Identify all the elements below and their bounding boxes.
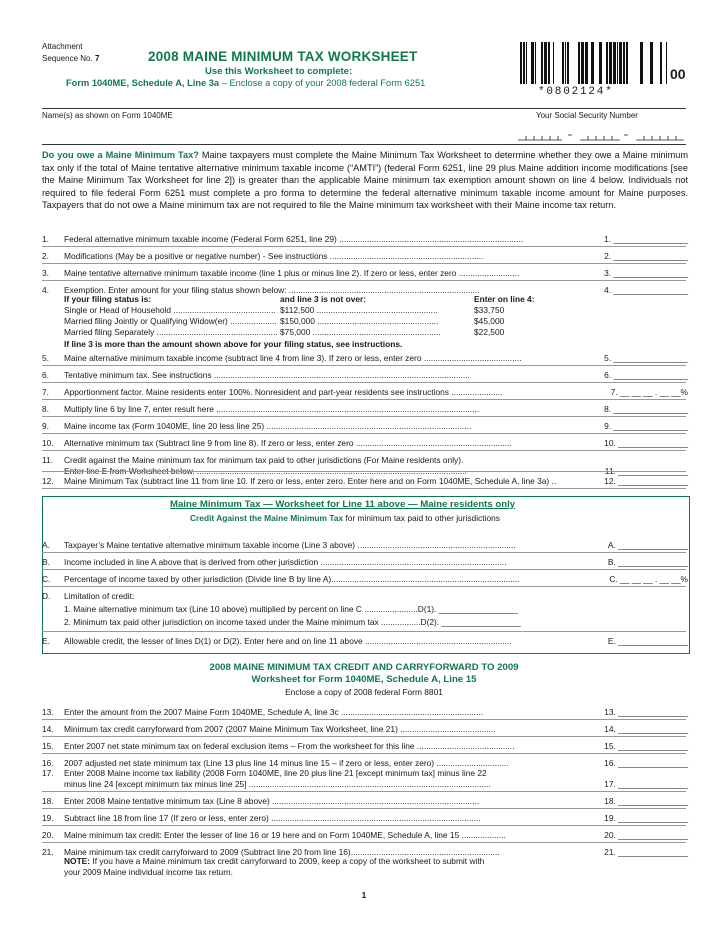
row-separator	[42, 450, 686, 451]
line-entry[interactable]: 10. _______________	[604, 438, 688, 448]
line-number: 4.	[42, 285, 49, 295]
row-separator	[42, 719, 686, 720]
line-text: Income included in line A above that is derived from other jurisdiction ................................................................................	[64, 557, 507, 567]
intro-lead: Do you owe a Maine Minimum Tax?	[42, 150, 199, 160]
line-entry[interactable]: B. _______________	[607, 557, 688, 567]
line-text: Allowable credit, the lesser of lines D(1) or D(2). Enter here and on line 11 above ...............................................................	[64, 636, 512, 646]
worksheet-subtitle-rest: for minimum tax paid to other jurisdictions	[343, 513, 500, 523]
row-separator	[42, 471, 686, 472]
line-entry[interactable]: 14. _______________	[604, 724, 688, 734]
line-text: Maine minimum tax credit carryforward to 2009 (Subtract line 20 from line 16)................................................................	[64, 847, 500, 857]
line-entry[interactable]: 17. _______________	[604, 779, 688, 789]
line-text: Maine Minimum Tax (subtract line 11 from line 10. If zero or less, enter zero. Enter here and on Form 1040ME, Schedule A, line 3a) ..	[64, 476, 557, 486]
worksheet-title: Maine Minimum Tax — Worksheet for Line 11 above — Maine residents only	[170, 499, 516, 510]
credit-note-line2: your 2009 Maine individual income tax return.	[64, 867, 233, 877]
line-entry[interactable]: 5. ________________	[604, 353, 688, 363]
line-entry[interactable]: 20. _______________	[604, 830, 688, 840]
exemption-note: If line 3 is more than the amount shown above for your filing status, see instructions.	[64, 339, 403, 349]
worksheet-d2: 2. Minimum tax paid other jurisdiction on income taxed under the Maine minimum tax .................D(2). _________________	[64, 617, 521, 627]
line-entry[interactable]: 4. ________________	[604, 285, 688, 295]
credit-note	[64, 856, 484, 878]
credit-title: 2008 MAINE MINIMUM TAX CREDIT AND CARRYFORWARD TO 2009	[209, 662, 519, 673]
row-separator	[42, 399, 686, 400]
line-text: Enter 2008 Maine tentative minimum tax (Line 8 above) .........................................................................................	[64, 796, 480, 806]
line-number: 5.	[42, 353, 49, 363]
line-text: Tentative minimum tax. See instructions ..............................................................................................................	[64, 370, 470, 380]
line-number: 14.	[42, 724, 54, 734]
line-entry[interactable]: 8. ________________	[604, 404, 688, 414]
row-separator	[42, 842, 686, 843]
line-entry[interactable]: 3. ________________	[604, 268, 688, 278]
line-text: Maine income tax (Form 1040ME, line 20 less line 25) ........................................................................................	[64, 421, 472, 431]
exemption-header	[64, 294, 684, 305]
line-entry[interactable]: 13. _______________	[604, 707, 688, 717]
name-field-label: Name(s) as shown on Form 1040ME	[42, 111, 173, 120]
barcode-digits: *0802124*	[538, 86, 614, 98]
row-separator	[42, 416, 686, 417]
line-entry[interactable]: E. _______________	[607, 636, 688, 646]
line-text: Enter 2007 net state minimum tax on federal exclusion items – From the worksheet for this line ..........................................	[64, 741, 515, 751]
line-entry[interactable]: 16. _______________	[604, 758, 688, 768]
line-number: D.	[42, 591, 51, 601]
exemption-enter: $22,500	[474, 327, 505, 337]
attachment-label: Attachment	[42, 42, 83, 51]
line-entry[interactable]: C. __ __ __ . __ __%	[609, 574, 688, 584]
row-separator	[42, 488, 686, 489]
line-entry[interactable]: 9. ________________	[604, 421, 688, 431]
line-text: Limitation of credit:	[64, 591, 135, 601]
worksheet-subtitle-bold: Credit Against the Maine Minimum Tax	[190, 513, 344, 523]
line-text: Modifications (May be a positive or negative number) - See instructions ..................................................................	[64, 251, 484, 261]
ssn-rule	[42, 144, 686, 145]
line-text: Taxpayer’s Maine tentative alternative minimum taxable income (Line 3 above) ....................................................................	[64, 540, 516, 550]
line-text: Enter line E from Worksheet below. ....................................................................................................................	[64, 466, 467, 476]
line-number: 18.	[42, 796, 54, 806]
line-text: Multiply line 6 by line 7, enter result here .................................................................................................................	[64, 404, 480, 414]
exemption-row	[64, 316, 684, 327]
row-separator	[42, 569, 686, 570]
line-entry[interactable]: 11. _______________	[604, 466, 688, 476]
line-entry[interactable]: 1. ________________	[604, 234, 688, 244]
exemption-enter: $33,750	[474, 305, 505, 315]
line-entry[interactable]: 21. _______________	[604, 847, 688, 857]
row-separator	[42, 365, 686, 366]
exemption-head-line3: and line 3 is not over:	[280, 294, 367, 304]
page-number: 1	[361, 890, 367, 900]
use-worksheet-line: Use this Worksheet to complete:	[205, 66, 353, 77]
line-entry[interactable]: A. _______________	[607, 540, 688, 550]
line-number: 19.	[42, 813, 54, 823]
exemption-head-enter: Enter on line 4:	[474, 294, 535, 304]
line-text: 2007 adjusted net state minimum tax (Line 13 plus line 14 minus line 15 – if zero or less, enter zero) ...............................	[64, 758, 509, 768]
sequence-text: Sequence No.	[42, 54, 93, 63]
form-line	[66, 78, 425, 88]
exemption-head-status: If your filing status is:	[64, 294, 152, 304]
intro-paragraph	[42, 149, 688, 212]
line-number: E.	[42, 636, 50, 646]
row-separator	[42, 246, 686, 247]
line-number: 12.	[42, 476, 54, 486]
line-text: Credit against the Maine minimum tax for minimum tax paid to other jurisdictions (For Maine residents only).	[64, 455, 464, 465]
line-number: 20.	[42, 830, 54, 840]
form-line-bold: Form 1040ME, Schedule A, Line 3a	[66, 78, 220, 88]
credit-note-bold: NOTE:	[64, 856, 91, 866]
line-entry[interactable]: 15. _______________	[604, 741, 688, 751]
credit-subtitle: Worksheet for Form 1040ME, Schedule A, Line 15	[251, 674, 477, 685]
row-separator	[42, 280, 686, 281]
line-text: Apportionment factor. Maine residents enter 100%. Nonresident and part-year residents see instructions ......................	[64, 387, 503, 397]
credit-enclose: Enclose a copy of 2008 federal Form 8801	[285, 687, 443, 697]
exemption-status: Single or Head of Household ............................................	[64, 305, 276, 315]
ssn-input[interactable]	[516, 128, 688, 142]
page-title: 2008 MAINE MINIMUM TAX WORKSHEET	[148, 49, 418, 64]
line-number: 10.	[42, 438, 54, 448]
line-entry[interactable]: 12. _______________	[604, 476, 688, 486]
line-text: Alternative minimum tax (Subtract line 9 from line 8). If zero or less, enter zero ...................................................................	[64, 438, 512, 448]
line-number: 1.	[42, 234, 49, 244]
row-separator	[42, 382, 686, 383]
form-code: 00	[670, 66, 686, 82]
sequence-label	[42, 54, 99, 63]
line-entry[interactable]: 18. _______________	[604, 796, 688, 806]
line-entry[interactable]: 2. ________________	[604, 251, 688, 261]
line-number: 9.	[42, 421, 49, 431]
line-number: 13.	[42, 707, 54, 717]
worksheet-e-rule	[42, 631, 686, 632]
credit-note-text: If you have a Maine minimum tax credit carryforward to 2009, keep a copy of the worksheet to submit with	[90, 856, 485, 866]
line-number: 16.	[42, 758, 54, 768]
row-separator	[42, 808, 686, 809]
line-number: 6.	[42, 370, 49, 380]
line-entry[interactable]: 19. _______________	[604, 813, 688, 823]
exemption-enter: $45,000	[474, 316, 505, 326]
exemption-status: Married filing Separately ....................................................	[64, 327, 278, 337]
header-rule	[42, 108, 686, 109]
line-number: 8.	[42, 404, 49, 414]
line-number: 21.	[42, 847, 54, 857]
exemption-rows	[64, 305, 684, 338]
intro-body: Maine taxpayers must complete the Maine Minimum Tax Worksheet to determine whether they owe a Maine minimum tax only if the total of Maine tentative alternative minimum taxable income (“AMTI”) (federal Form 6251, line 29 plus Maine addition income modifications [see the Maine Minimum Tax Worksheet for line 2]) is greater than the applicable Maine minimum tax exemption amount shown on line 4 below. Individuals not required to file federal Form 6251 must complete a pro forma to determine the federal alternative minimum taxable income amount for Maine purposes. Taxpayers that do not owe a Maine minimum tax are not required to file the Maine minimum tax worksheet with their Maine income tax return.	[42, 150, 689, 211]
row-separator	[42, 753, 686, 754]
worksheet-subtitle	[190, 513, 500, 523]
row-separator	[42, 586, 686, 587]
exemption-row	[64, 327, 684, 338]
line-number: 11.	[42, 455, 54, 465]
line-text: Exemption. Enter amount for your filing status shown below: ..................................................................................	[64, 285, 480, 295]
line-number: C.	[42, 574, 51, 584]
ssn-field-label: Your Social Security Number	[536, 111, 638, 120]
exemption-limit: $75,000 .......................................................	[280, 327, 441, 337]
sequence-number: 7	[94, 54, 100, 63]
line-number: 15.	[42, 741, 54, 751]
line-text: Subtract line 18 from line 17 (If zero or less, enter zero) ..........................................................................................	[64, 813, 481, 823]
line-number: 3.	[42, 268, 49, 278]
row-separator	[42, 552, 686, 553]
form-line-rest: – Enclose a copy of your 2008 federal Form 6251	[219, 78, 426, 88]
line-entry[interactable]: 6. ________________	[604, 370, 688, 380]
exemption-limit: $150,000 ....................................................	[280, 316, 439, 326]
exemption-status: Married filing Jointly or Qualifying Widow(er) ....................	[64, 316, 277, 326]
line-number: B.	[42, 557, 50, 567]
line-text: Maine tentative alternative minimum taxable income (line 1 plus or minus line 2). If zero or less, enter zero ..........................	[64, 268, 520, 278]
worksheet-d1: 1. Maine alternative minimum tax (Line 10 above) multiplied by percent on line C .......................D(1). _________________	[64, 604, 518, 614]
exemption-row	[64, 305, 684, 316]
line-number: 2.	[42, 251, 49, 261]
line-text: Enter the amount from the 2007 Maine Form 1040ME, Schedule A, line 3c .............................................................	[64, 707, 483, 717]
row-separator	[42, 736, 686, 737]
line-text: Federal alternative minimum taxable income (Federal Form 6251, line 29) ...............................................................................	[64, 234, 523, 244]
exemption-limit: $112,500 ....................................................	[280, 305, 438, 315]
line-number: 7.	[42, 387, 49, 397]
line-text: Percentage of income taxed by other jurisdiction (Divide line B by line A).................................................................................	[64, 574, 520, 584]
line-text: Enter 2008 Maine income tax liability (2008 Form 1040ME, line 20 plus line 21 [except minimum tax] minus line 22	[64, 768, 487, 778]
row-separator	[42, 825, 686, 826]
line-number: 17.	[42, 768, 54, 778]
row-separator	[42, 791, 686, 792]
line-text: Maine minimum tax credit: Enter the lesser of line 16 or 19 here and on Form 1040ME, Schedule A, line 15 ...................	[64, 830, 506, 840]
row-separator	[42, 433, 686, 434]
exemption-table	[64, 294, 684, 350]
line-text: Minimum tax credit carryforward from 2007 (2007 Maine Minimum Tax Worksheet, line 21) .........................................	[64, 724, 496, 734]
barcode-image	[520, 42, 668, 84]
line-text: minus line 24 [except minimum tax minus line 25] ........................................................................................................	[64, 779, 491, 789]
line-entry[interactable]: 7. __ __ __ . __ __%	[610, 387, 688, 397]
row-separator	[42, 263, 686, 264]
line-number: A.	[42, 540, 50, 550]
name-input[interactable]	[42, 122, 502, 140]
line-text: Maine alternative minimum taxable income (subtract line 4 from line 3). If zero or less, enter zero ..........................................	[64, 353, 522, 363]
